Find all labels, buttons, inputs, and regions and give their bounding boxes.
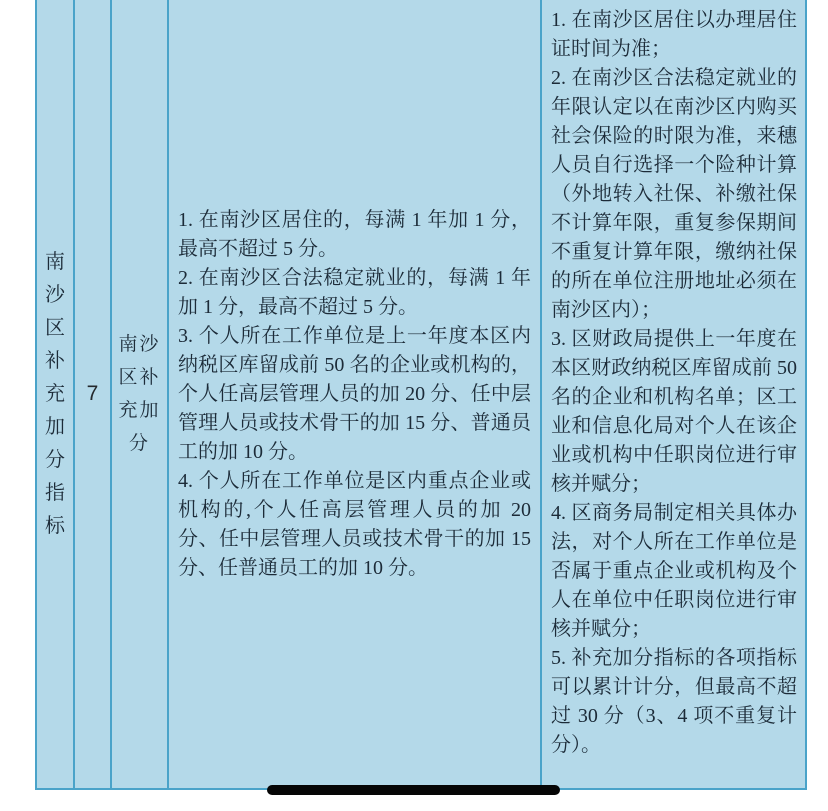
implementation-note-item: 1. 在南沙区居住以办理居住证时间为准； <box>551 9 797 60</box>
implementation-note-item: 2. 在南沙区合法稳定就业的年限认定以在南沙区内购买社会保险的时限为准，来穗人员自行选择一个险种计算（外地转入社保、补缴社保不计算年限，重复参保期间不重复计算年限，缴纳社保的所在单位注册地址必须在南沙区内）； <box>551 67 797 321</box>
scoring-rules-cell <box>169 0 542 788</box>
indicator-label: 南沙区补充加分 <box>118 334 161 454</box>
implementation-notes-cell <box>542 0 805 788</box>
implementation-note-item: 4. 区商务局制定相关具体办法，对个人所在工作单位是否属于重点企业或机构及个人在单位中任职岗位进行审核并赋分； <box>551 502 797 640</box>
implementation-note-item: 5. 补充加分指标的各项指标可以累计计分，但最高不超过 30 分（3、4 项不重复计分）。 <box>551 647 797 756</box>
scoring-rule-item: 1. 在南沙区居住的，每满 1 年加 1 分，最高不超过 5 分。 <box>178 208 531 260</box>
scoring-rule-item: 3. 个人所在工作单位是上一年度本区内纳税区库留成前 50 名的企业或机构的，个人任高层管理人员的加 20 分、任中层管理人员或技术骨干的加 15 分、普通员工的加 10 分。 <box>178 324 531 463</box>
implementation-note-item: 3. 区财政局提供上一年度在本区财政纳税区库留成前 50 名的企业和机构名单；区工业和信息化局对个人在该企业或机构中任职岗位进行审核并赋分； <box>551 328 797 495</box>
points-table <box>35 0 807 790</box>
indicator-cell <box>112 0 169 788</box>
row-number: 7 <box>86 382 99 405</box>
row-number-cell <box>75 0 112 788</box>
scoring-rule-item: 2. 在南沙区合法稳定就业的，每满 1 年加 1 分，最高不超过 5 分。 <box>178 266 531 318</box>
category-label: 南沙区补充加分指标 <box>45 250 65 537</box>
home-indicator-bar[interactable] <box>267 785 560 795</box>
category-cell <box>37 0 75 788</box>
scoring-rule-item: 4. 个人所在工作单位是区内重点企业或机构的,个人任高层管理人员的加 20 分、任中层管理人员或技术骨干的加 15 分、任普通员工的加 10 分。 <box>178 469 531 579</box>
